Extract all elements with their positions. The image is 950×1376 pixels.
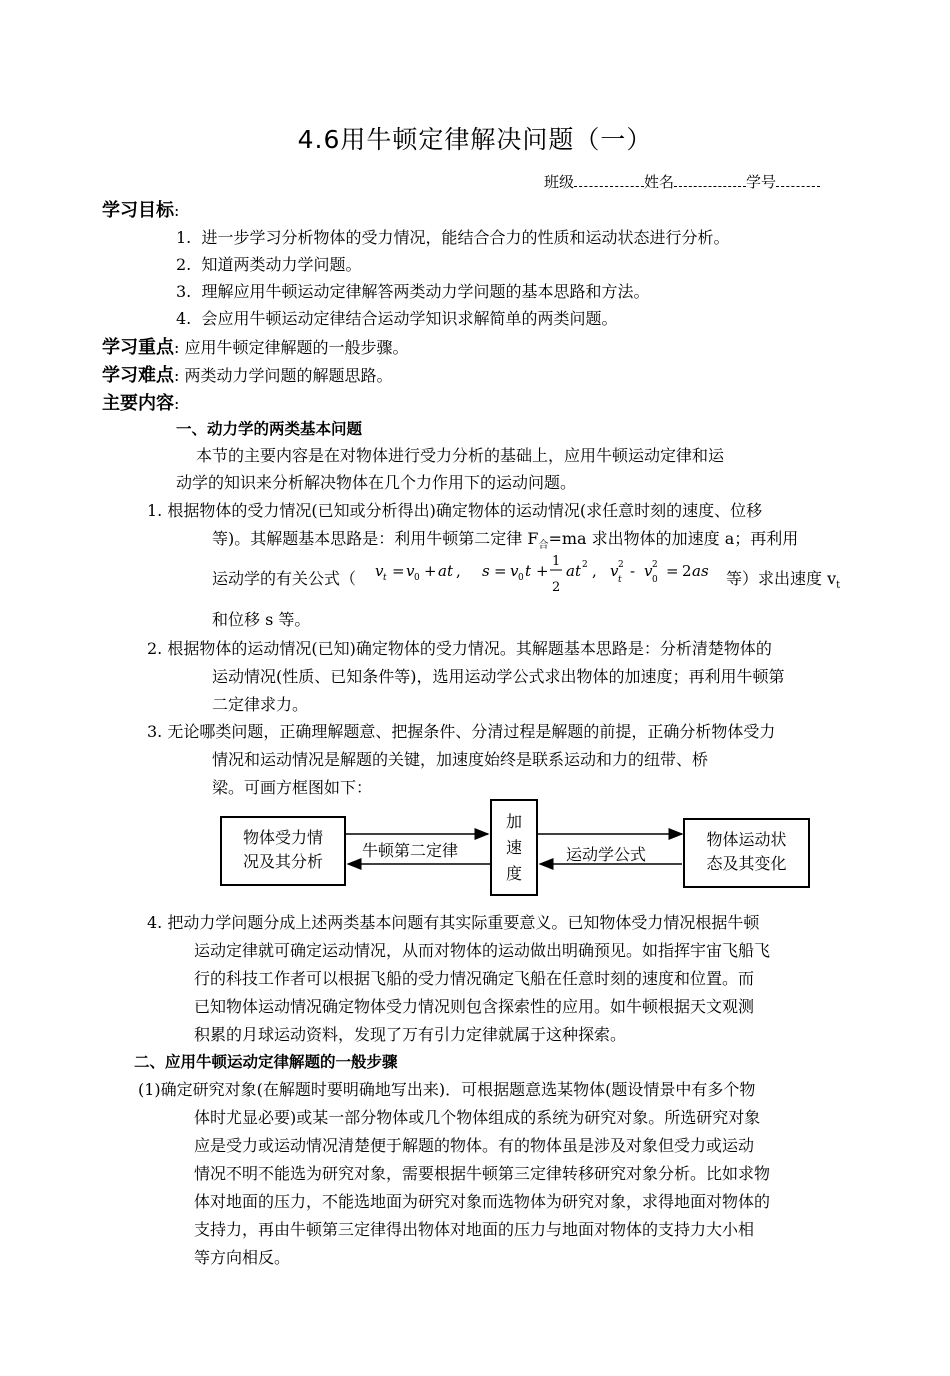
paragraph-3-line: 梁。可画方框图如下： xyxy=(212,778,373,797)
subscript-he: 合 xyxy=(538,540,549,552)
objective-text: 进一步学习分析物体的受力情况，能结合合力的性质和运动状态进行分析。 xyxy=(201,228,730,247)
svg-text:-: - xyxy=(630,562,636,580)
page-title: 4.6用牛顿定律解决问题（一） xyxy=(297,125,653,154)
paragraph-2-line: 二定律求力。 xyxy=(212,695,309,714)
paragraph-text: 等）求出速度 v xyxy=(726,569,837,588)
svg-text:as: as xyxy=(692,562,709,580)
objective-text: 知道两类动力学问题。 xyxy=(201,255,362,274)
box-text: 加 xyxy=(505,812,522,831)
svg-text:0: 0 xyxy=(518,573,524,583)
paragraph-1-line xyxy=(726,566,840,591)
newton-second-law-label: 牛顿第二定律 xyxy=(362,841,459,860)
paragraph-3-line: 情况和运动情况是解题的关键，加速度始终是联系运动和力的纽带、桥 xyxy=(212,750,709,769)
svg-text:2: 2 xyxy=(682,562,692,580)
step-1-line xyxy=(138,1077,755,1100)
step-1-line: 等方向相反。 xyxy=(194,1248,291,1267)
box-text: 态及其变化 xyxy=(706,854,787,873)
difficulty-text: : 两类动力学问题的解题思路。 xyxy=(174,366,393,385)
step-text: 确定研究对象(在解题时要明确地写出来)．可根据题意选某物体(题设情景中有多个物 xyxy=(160,1080,756,1099)
svg-text:+: + xyxy=(424,562,437,580)
paragraph-4-line: 积累的月球运动资料，发现了万有引力定律就属于这种探索。 xyxy=(194,1025,627,1044)
section1-intro-line: 本节的主要内容是在对物体进行受力分析的基础上，应用牛顿运动定律和运 xyxy=(196,446,725,465)
paragraph-text: 无论哪类问题，正确理解题意、把握条件、分清过程是解题的前提，正确分析物体受力 xyxy=(167,722,776,741)
objective-item xyxy=(176,306,617,329)
difficulty-line xyxy=(102,361,392,387)
svg-text:at: at xyxy=(566,562,581,580)
paragraph-text: 等)。其解题基本思路是：利用牛顿第二定律 F xyxy=(212,529,539,548)
paragraph-1-line: 和位移 s 等。 xyxy=(212,610,311,629)
objective-number: 2. xyxy=(176,255,192,274)
class-blank[interactable] xyxy=(574,174,644,187)
name-label: 姓名 xyxy=(644,173,675,191)
paragraph-text: 运动学的有关公式（ xyxy=(212,569,357,588)
paragraph-4-line: 运动定律就可确定运动情况，从而对物体的运动做出明确预见。如指挥宇宙飞船飞 xyxy=(194,941,771,960)
key-point-line xyxy=(102,333,408,359)
svg-text:0: 0 xyxy=(652,575,658,585)
paragraph-4-line: 已知物体运动情况确定物体受力情况则包含探索性的应用。如牛顿根据天文观测 xyxy=(194,997,755,1016)
objective-text: 会应用牛顿运动定律结合运动学知识求解简单的两类问题。 xyxy=(201,309,618,328)
difficulty-heading: 学习难点 xyxy=(102,365,174,386)
step-1-line: 应是受力或运动情况清楚便于解题的物体。有的物体虽是涉及对象但受力或运动 xyxy=(194,1136,755,1155)
paragraph-1-line xyxy=(147,498,762,521)
objective-text: 理解应用牛顿运动定律解答两类动力学问题的基本思路和方法。 xyxy=(201,282,650,301)
svg-text:v: v xyxy=(375,562,384,580)
step-1-line: 体时尤显必要)或某一部分物体或几个物体组成的系统为研究对象。所选研究对象 xyxy=(194,1108,761,1127)
svg-text:2: 2 xyxy=(652,560,658,570)
paragraph-text: 根据物体的受力情况(已知或分析得出)确定物体的运动情况(求任意时刻的速度、位移 xyxy=(167,501,763,520)
box-text: 物体受力情 xyxy=(242,828,323,847)
svg-text:1: 1 xyxy=(552,554,561,569)
svg-text:,: , xyxy=(592,562,597,580)
paragraph-4-line xyxy=(147,910,759,933)
svg-text:+: + xyxy=(536,562,549,580)
force-analysis-box xyxy=(220,816,346,886)
svg-text:2: 2 xyxy=(582,560,588,570)
paragraph-number: 2. xyxy=(147,639,163,658)
paragraph-text: 根据物体的运动情况(已知)确定物体的受力情况。其解题基本思路是：分析清楚物体的 xyxy=(167,639,772,658)
paragraph-1-line xyxy=(212,526,798,551)
number-blank[interactable] xyxy=(776,174,820,187)
paragraph-2-line xyxy=(147,636,772,659)
section2-heading: 二、应用牛顿运动定律解题的一般步骤 xyxy=(134,1053,398,1071)
paragraph-text: =ma 求出物体的加速度 a；再利用 xyxy=(548,529,799,548)
objective-number: 1. xyxy=(176,228,192,247)
svg-text:v: v xyxy=(406,562,415,580)
paragraph-number: 1. xyxy=(147,501,163,520)
box-text: 速 xyxy=(505,838,522,857)
main-content-heading: 主要内容 xyxy=(102,393,174,414)
motion-state-box xyxy=(683,818,810,888)
objective-number: 3. xyxy=(176,282,192,301)
number-label: 学号 xyxy=(746,173,777,191)
svg-text:at: at xyxy=(438,562,453,580)
paragraph-number: 3. xyxy=(147,722,163,741)
step-1-line: 体对地面的压力，不能选地面为研究对象而选物体为研究对象，求得地面对物体的 xyxy=(194,1192,771,1211)
svg-text:s: s xyxy=(482,562,490,580)
svg-text:t: t xyxy=(383,573,387,583)
objectives-colon: : xyxy=(174,201,180,220)
svg-text:=: = xyxy=(666,562,679,580)
kinematics-formulas xyxy=(370,552,750,604)
key-point-text: : 应用牛顿定律解题的一般步骤。 xyxy=(174,338,409,357)
kinematics-formula-label: 运动学公式 xyxy=(566,845,647,864)
paragraph-number: 4. xyxy=(147,913,163,932)
paragraph-1-line xyxy=(212,566,356,589)
svg-text:,: , xyxy=(456,562,461,580)
key-point-heading: 学习重点 xyxy=(102,337,174,358)
section1-heading: 一、动力学的两类基本问题 xyxy=(176,420,363,438)
svg-text:v: v xyxy=(644,562,653,580)
step-1-line: 支持力，再由牛顿第三定律得出物体对地面的压力与地面对物体的支持力大小相 xyxy=(194,1220,755,1239)
subscript-t: t xyxy=(836,580,841,592)
objective-item xyxy=(176,225,729,248)
svg-text:0: 0 xyxy=(414,573,420,583)
student-info-line xyxy=(544,171,820,192)
class-label: 班级 xyxy=(544,173,575,191)
objective-item xyxy=(176,279,649,302)
paragraph-3-line xyxy=(147,719,775,742)
objective-item xyxy=(176,252,361,275)
objectives-heading: 学习目标 xyxy=(102,200,174,221)
svg-text:v: v xyxy=(610,562,619,580)
svg-text:2: 2 xyxy=(552,580,561,595)
svg-text:=: = xyxy=(494,562,507,580)
step-1-line: 情况不明不能选为研究对象，需要根据牛顿第三定律转移研究对象分析。比如求物 xyxy=(194,1164,771,1183)
svg-text:2: 2 xyxy=(618,560,624,570)
objectives-heading-line xyxy=(102,196,179,222)
paragraph-4-line: 行的科技工作者可以根据飞船的受力情况确定飞船在任意时刻的速度和位置。而 xyxy=(194,969,755,988)
step-number: (1) xyxy=(138,1080,161,1099)
svg-text:t: t xyxy=(525,562,532,580)
svg-text:v: v xyxy=(510,562,519,580)
box-text: 物体运动状 xyxy=(706,830,787,849)
box-text: 况及其分析 xyxy=(242,852,323,871)
name-blank[interactable] xyxy=(674,174,746,187)
paragraph-text: 把动力学问题分成上述两类基本问题有其实际重要意义。已知物体受力情况根据牛顿 xyxy=(167,913,760,932)
section1-intro-line: 动学的知识来分析解决物体在几个力作用下的运动问题。 xyxy=(176,473,577,492)
svg-text:=: = xyxy=(392,562,405,580)
main-content-line xyxy=(102,389,179,415)
svg-text:t: t xyxy=(618,575,622,585)
box-text: 度 xyxy=(505,864,522,883)
main-content-colon: : xyxy=(174,394,180,413)
paragraph-2-line: 运动情况(性质、已知条件等)，选用运动学公式求出物体的加速度；再利用牛顿第 xyxy=(212,667,785,686)
objective-number: 4. xyxy=(176,309,192,328)
